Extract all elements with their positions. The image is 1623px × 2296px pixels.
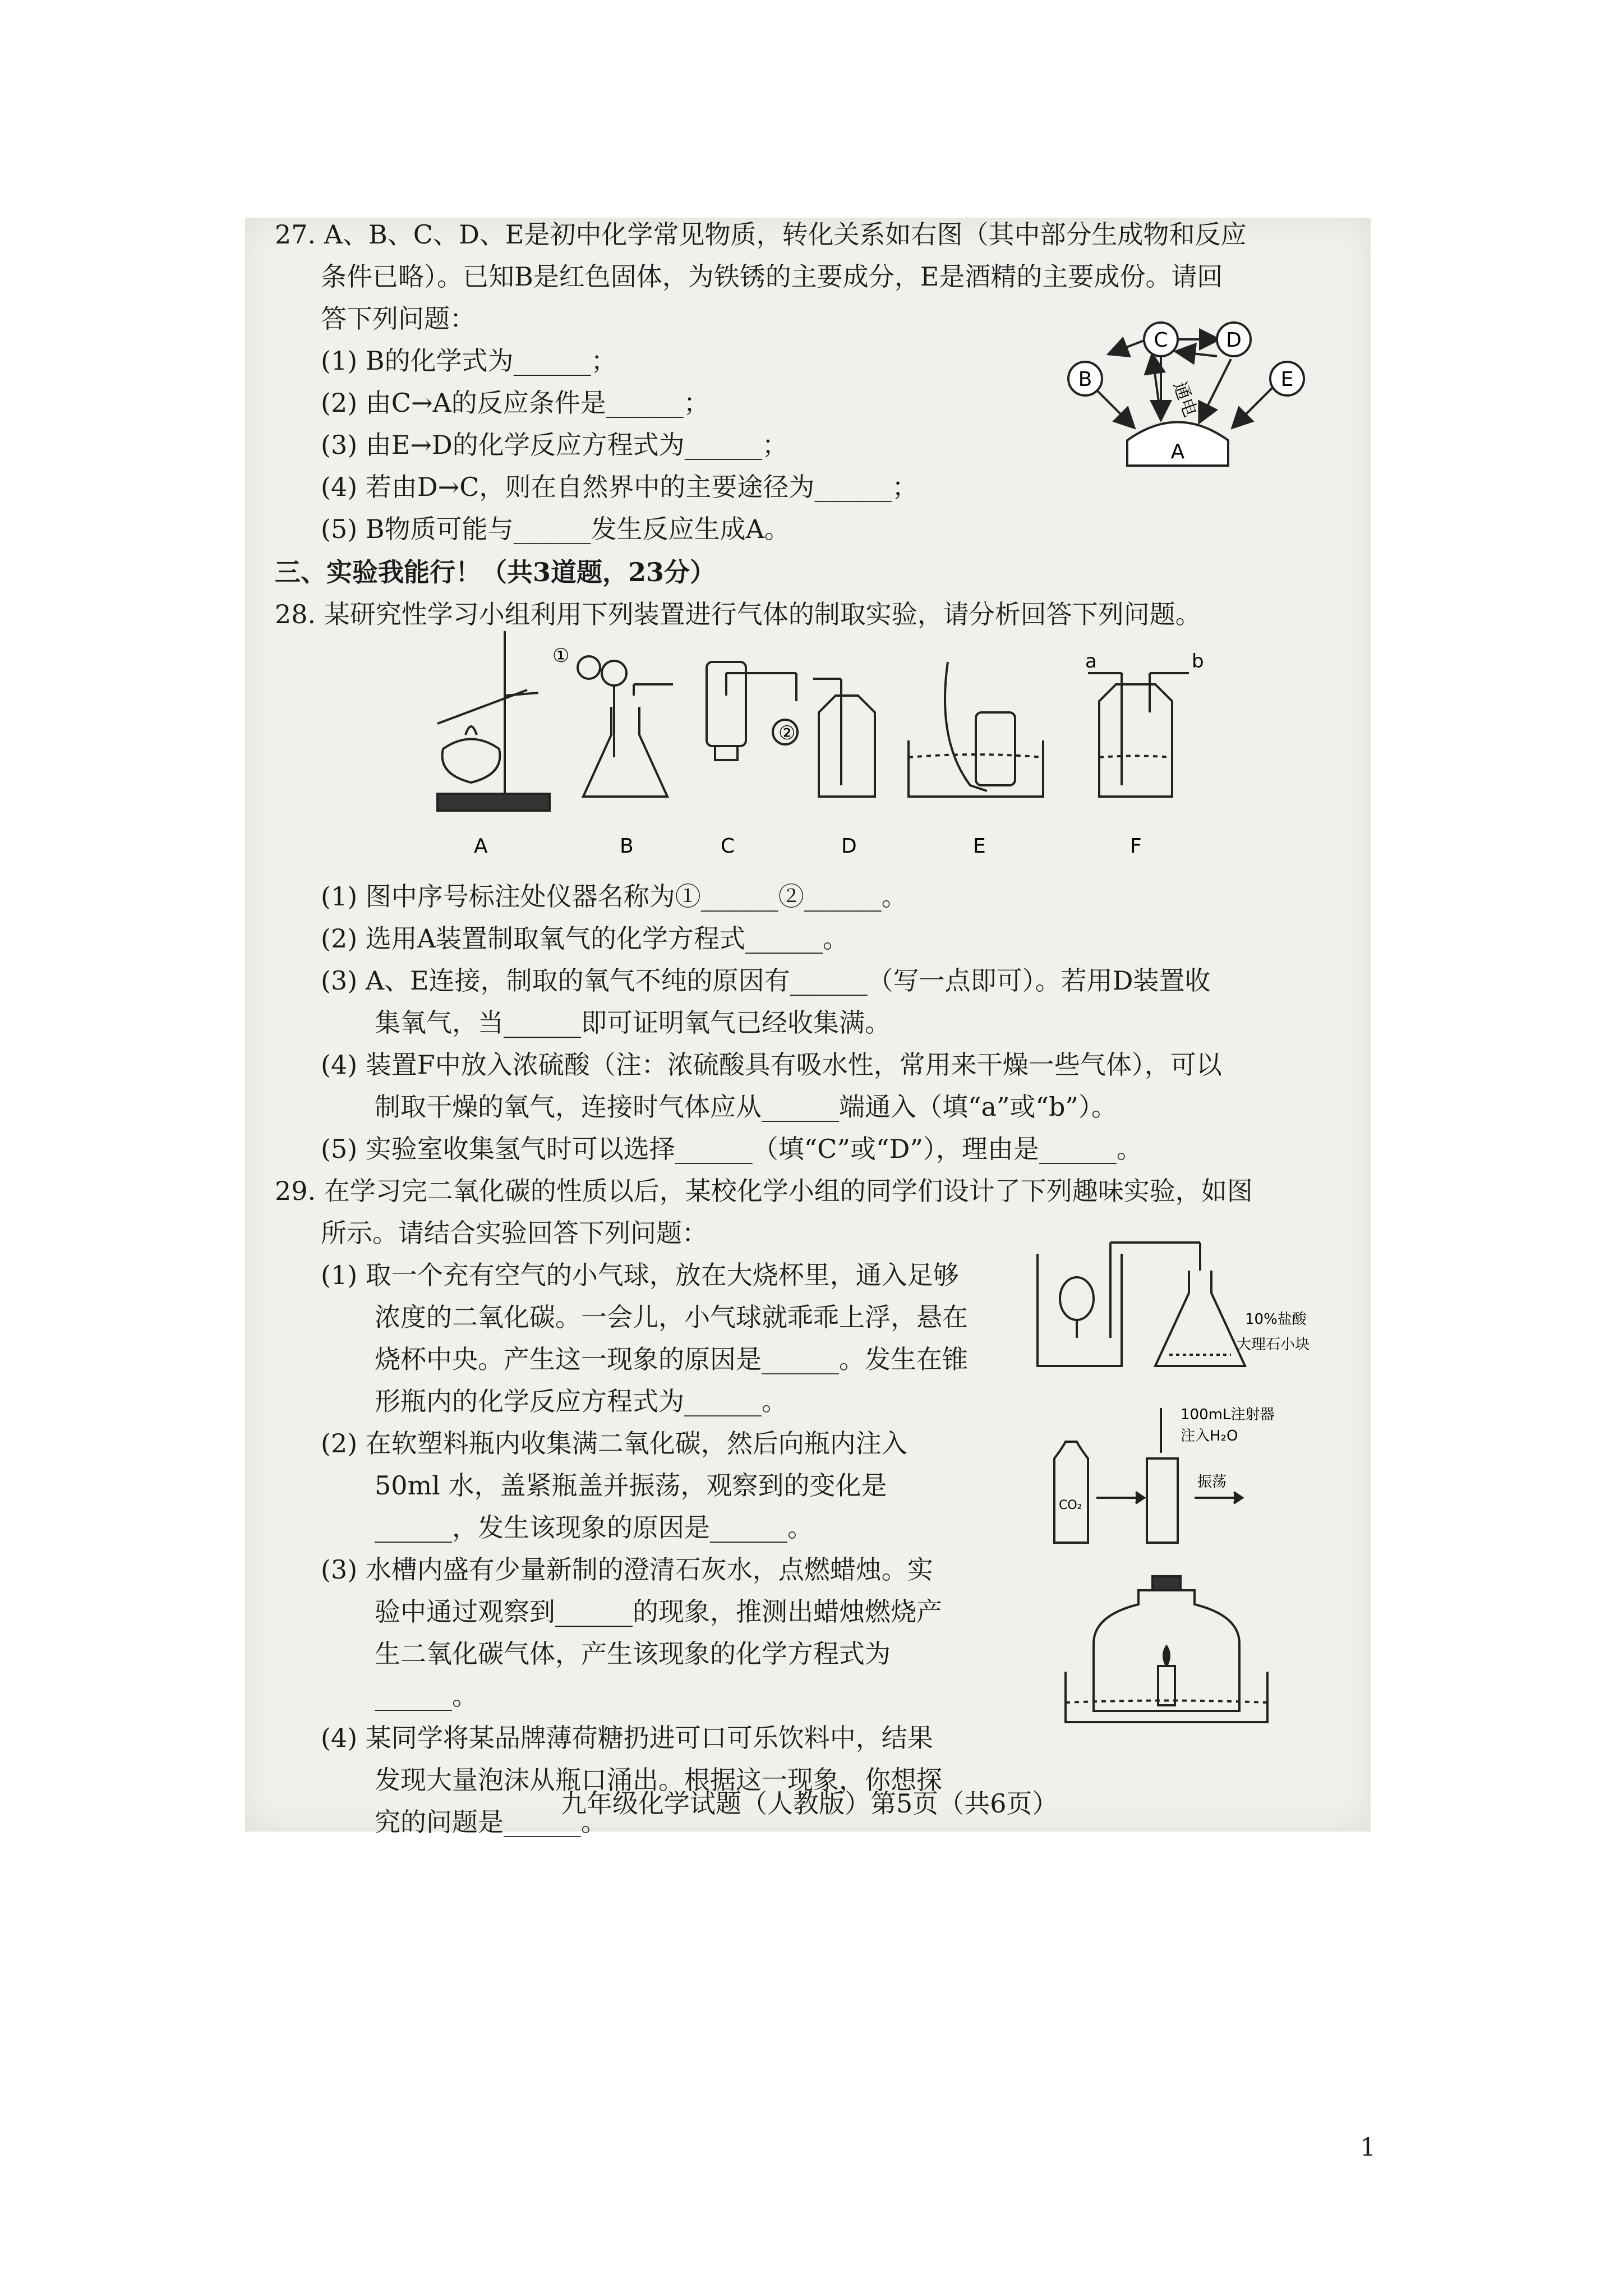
q28-item: (5) 实验室收集氢气时可以选择______（填“C”或“D”），理由是______。: [321, 1134, 1142, 1164]
exam-footer: 九年级化学试题（人教版）第5页（共6页）: [561, 1788, 1058, 1819]
node-D: [1217, 323, 1251, 356]
q29-item: (3) 水槽内盛有少量新制的澄清石灰水，点燃蜡烛。实: [321, 1554, 933, 1585]
inject-water-label: 注入H₂O: [1181, 1428, 1238, 1444]
q29-item: 究的问题是______。: [375, 1807, 607, 1837]
q27-stem-line: 答下列问题：: [321, 303, 476, 334]
shake-label: 振荡: [1197, 1474, 1227, 1490]
q27-item: (2) 由C→A的反应条件是______；: [321, 388, 709, 418]
q29-figure-bottle: [1043, 1402, 1307, 1554]
label-A: A: [474, 835, 488, 858]
q28-item: 制取干燥的氧气，连接时气体应从______端通入（填“a”或“b”）。: [375, 1092, 1117, 1122]
edge-label: 通电: [1169, 378, 1202, 420]
page-number: 1: [1360, 2133, 1376, 2162]
q29-item: 浓度的二氧化碳。一会儿，小气球就乖乖上浮，悬在: [375, 1302, 968, 1332]
marker-1-label: ①: [552, 645, 570, 667]
q29-item: 验中通过观察到______的现象，推测出蜡烛燃烧产: [375, 1596, 942, 1627]
svg-text:A: A: [1170, 440, 1185, 463]
port-b-label: b: [1192, 650, 1204, 673]
label-E: E: [973, 835, 986, 858]
q27-transformation-diagram: [1009, 306, 1324, 474]
co2-label: CO₂: [1059, 1498, 1082, 1512]
q29-figure-candle: [1054, 1571, 1279, 1728]
apparatus-D: [813, 679, 875, 797]
svg-text:C: C: [1154, 329, 1168, 352]
hcl-label: 10%盐酸: [1245, 1311, 1307, 1328]
label-F: F: [1130, 835, 1142, 858]
q28-item: (1) 图中序号标注处仪器名称为①______②______。: [321, 881, 907, 912]
q28-item: (4) 装置F中放入浓硫酸（注：浓硫酸具有吸水性，常用来干燥一些气体），可以: [321, 1050, 1222, 1080]
label-B: B: [620, 835, 634, 858]
q29-stem-line: 所示。请结合实验回答下列问题：: [321, 1218, 708, 1248]
label-D: D: [841, 835, 857, 858]
apparatus-A: [437, 631, 550, 811]
q29-item: ______，发生该现象的原因是______。: [375, 1512, 813, 1543]
q27-item: (1) B的化学式为______；: [321, 346, 617, 376]
q29-stem-line: 29. 在学习完二氧化碳的性质以后，某校化学小组的同学们设计了下列趣味实验，如图: [275, 1176, 1253, 1206]
apparatus-F: [1088, 673, 1189, 797]
marker-2-label: ②: [778, 722, 796, 744]
node-C: [1144, 323, 1178, 356]
q29-item: 生二氧化碳气体，产生该现象的化学方程式为: [375, 1639, 891, 1669]
q27-stem-line: 条件已略）。已知B是红色固体，为铁锈的主要成分，E是酒精的主要成份。请回: [321, 261, 1223, 292]
node-E: [1270, 362, 1304, 395]
q28-item: (3) A、E连接，制取的氧气不纯的原因有______（写一点即可）。若用D装置收: [321, 965, 1211, 996]
q29-item: 形瓶内的化学反应方程式为______。: [375, 1386, 787, 1416]
q28-item: (2) 选用A装置制取氧气的化学方程式______。: [321, 923, 849, 954]
apparatus-C: [707, 662, 796, 760]
q27-stem-line: 27. A、B、C、D、E是初中化学常见物质，转化关系如右图（其中部分生成物和反应: [275, 219, 1247, 250]
port-a-label: a: [1085, 650, 1097, 673]
node-B: [1068, 362, 1102, 395]
q29-item: (4) 某同学将某品牌薄荷糖扔进可口可乐饮料中，结果: [321, 1723, 933, 1753]
marble-label: 大理石小块: [1237, 1336, 1310, 1353]
label-C: C: [721, 835, 735, 858]
q27-item: (3) 由E→D的化学反应方程式为______；: [321, 430, 788, 460]
q29-item: 50ml 水，盖紧瓶盖并振荡，观察到的变化是: [375, 1470, 887, 1501]
q29-item: 烧杯中央。产生这一现象的原因是______。发生在锥: [375, 1344, 968, 1374]
q29-item: (2) 在软塑料瓶内收集满二氧化碳，然后向瓶内注入: [321, 1428, 907, 1458]
syringe-label: 100mL注射器: [1181, 1406, 1275, 1423]
svg-text:B: B: [1078, 368, 1092, 391]
q28-item: 集氧气，当______即可证明氧气已经收集满。: [375, 1007, 891, 1038]
q27-item: (4) 若由D→C，则在自然界中的主要途径为______；: [321, 472, 918, 502]
section-heading: 三、实验我能行！（共3道题，23分）: [275, 557, 716, 587]
q28-apparatus-figure: [415, 628, 1340, 864]
q28-stem: 28. 某研究性学习小组利用下列装置进行气体的制取实验，请分析回答下列问题。: [275, 599, 1201, 629]
q27-item: (5) B物质可能与______发生反应生成A。: [321, 514, 790, 544]
svg-text:E: E: [1280, 368, 1294, 391]
q29-item: (1) 取一个充有空气的小气球，放在大烧杯里，通入足够: [321, 1260, 959, 1290]
q29-item: ______。: [375, 1681, 478, 1711]
node-A: [1127, 422, 1228, 466]
svg-text:D: D: [1226, 329, 1242, 352]
apparatus-B: [578, 656, 673, 797]
q29-item: 发现大量泡沫从瓶口涌出。根据这一现象，你想探: [375, 1765, 942, 1795]
q29-figure-balloon: [1026, 1237, 1340, 1383]
apparatus-E: [909, 662, 1043, 797]
